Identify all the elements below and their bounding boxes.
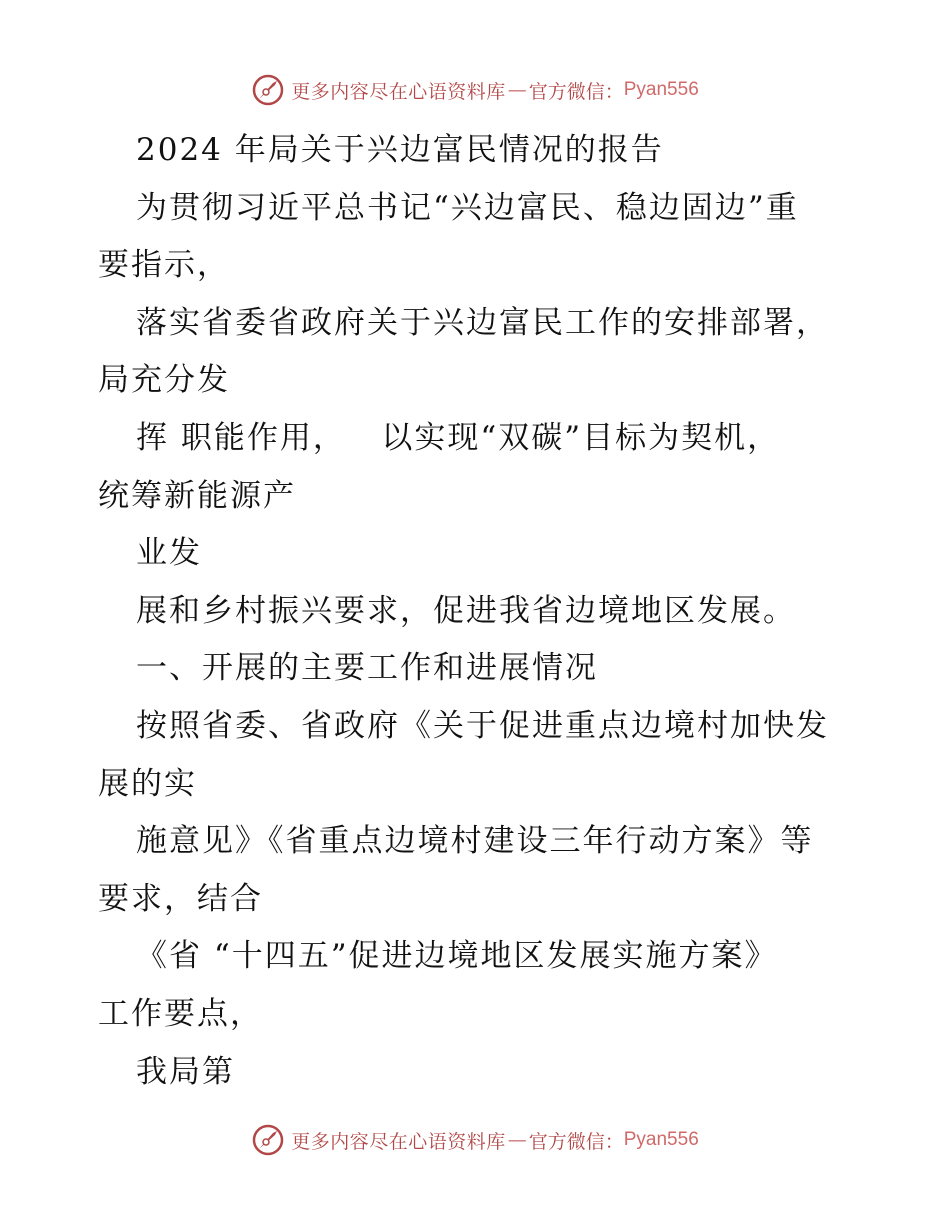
quill-logo-icon bbox=[251, 73, 285, 107]
paragraph-line: 按照省委、省政府《关于促进重点边境村加快发 bbox=[136, 707, 829, 744]
document-title: 2024 年局关于兴边富民情况的报告 bbox=[136, 132, 664, 168]
section-heading: 一、开展的主要工作和进展情况 bbox=[136, 650, 598, 687]
paragraph-line: 统筹新能源产 bbox=[98, 477, 296, 514]
paragraph-line: 要求，结合 bbox=[98, 880, 263, 917]
paragraph-line: 工作要点， bbox=[98, 995, 263, 1032]
watermark-footer bbox=[0, 1120, 950, 1160]
watermark-wechat-id: Pyan556 bbox=[623, 1129, 699, 1150]
paragraph-line: 落实省委省政府关于兴边富民工作的安排部署， bbox=[136, 304, 829, 341]
quill-logo-icon bbox=[251, 1123, 285, 1157]
paragraph-line: 业发 bbox=[136, 535, 202, 572]
watermark-header bbox=[0, 70, 950, 110]
watermark-dash: — bbox=[507, 79, 527, 101]
watermark-wechat-label: 官方微信： bbox=[528, 80, 624, 103]
paragraph-line: 局充分发 bbox=[98, 362, 230, 399]
paragraph-line: 为贯彻习近平总书记“兴边富民、稳边固边”重 bbox=[136, 189, 799, 226]
watermark-main-text: 更多内容尽在心语资料库 bbox=[291, 1130, 506, 1153]
paragraph-line: 展的实 bbox=[98, 765, 197, 802]
watermark-wechat-label: 官方微信： bbox=[528, 1130, 624, 1153]
document-body bbox=[98, 122, 858, 1101]
paragraph-line: 展和乡村振兴要求，促进我省边境地区发展。 bbox=[136, 592, 796, 629]
paragraph-line: 我局第 bbox=[136, 1053, 235, 1090]
watermark-wechat-id: Pyan556 bbox=[623, 79, 699, 100]
watermark-dash: — bbox=[507, 1129, 527, 1151]
paragraph-line: 《省 “十四五”促进边境地区发展实施方案》 bbox=[136, 938, 778, 975]
paragraph-line: 挥 职能作用， 以实现“双碳”目标为契机， bbox=[136, 419, 781, 456]
paragraph-line: 要指示， bbox=[98, 247, 230, 284]
paragraph-line: 施意见》《省重点边境村建设三年行动方案》等 bbox=[136, 823, 814, 860]
watermark-main-text: 更多内容尽在心语资料库 bbox=[291, 80, 506, 103]
